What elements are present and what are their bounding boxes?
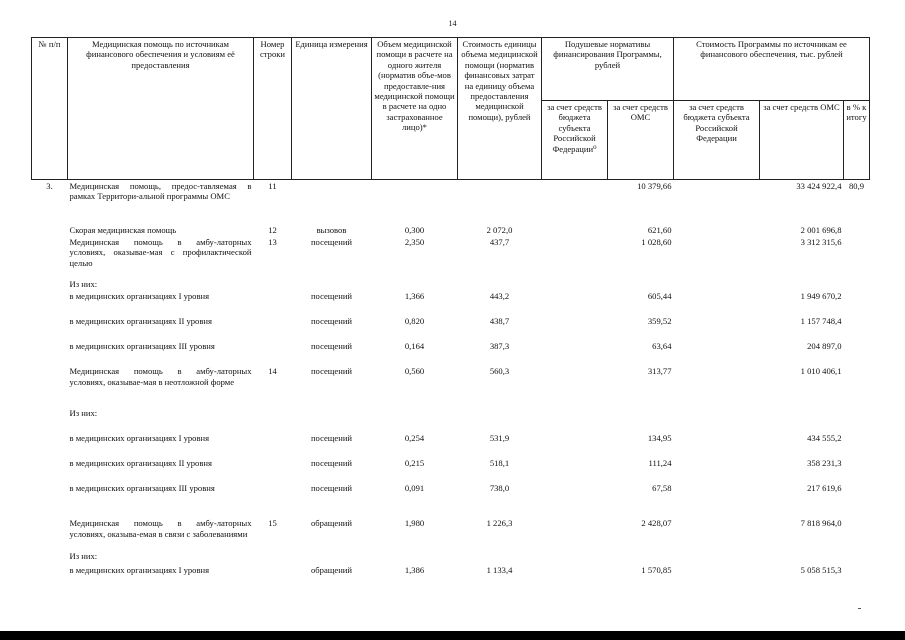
row-per-capita-oms: 313,77 — [647, 366, 672, 377]
row-unit: посещений — [310, 366, 353, 377]
row-unit: посещений — [310, 291, 353, 302]
row-program-oms: 217 619,6 — [807, 483, 842, 494]
row-per-capita-budget — [542, 236, 608, 278]
row-line-number — [254, 278, 292, 290]
row-volume: 1,980 — [404, 518, 425, 529]
row-program-oms: 1 010 406,1 — [800, 366, 842, 377]
row-number — [32, 278, 68, 290]
header-program-oms: за счет средств ОМС — [760, 101, 844, 180]
row-program-oms: 7 818 964,0 — [800, 518, 842, 529]
row-per-capita-oms: 605,44 — [647, 291, 672, 302]
row-program-budget — [674, 236, 760, 278]
row-unit: посещений — [310, 341, 353, 352]
row-number — [32, 564, 68, 588]
row-name: Из них: — [69, 551, 98, 562]
row-unit: вызовов — [316, 224, 347, 235]
row-number — [32, 236, 68, 278]
row-program-budget — [674, 517, 760, 550]
row-number — [32, 340, 68, 365]
scan-mark — [858, 608, 861, 609]
row-program-budget — [674, 550, 760, 564]
row-unit — [292, 278, 372, 290]
row-volume: 0,164 — [404, 341, 425, 352]
row-name: Из них: — [69, 278, 98, 289]
row-program-percent — [844, 482, 870, 517]
row-per-capita-budget — [542, 315, 608, 340]
row-volume — [372, 550, 458, 564]
row-per-capita-oms: 10 379,66 — [608, 180, 674, 224]
row-program-percent — [844, 407, 870, 432]
row-unit-cost: 443,2 — [489, 291, 510, 302]
row-unit-cost — [458, 550, 542, 564]
header-volume: Объем медицинской помощи в расчете на одного жителя (норматив объе-мов предоставле-ния медицинской помощи в расчете на одно застрахованное лицо)* — [372, 38, 458, 180]
row-per-capita-budget — [542, 278, 608, 290]
row-program-budget — [674, 224, 760, 236]
row-program-oms: 3 312 315,6 — [800, 236, 842, 247]
row-program-percent — [844, 290, 870, 315]
row-per-capita-budget — [542, 432, 608, 457]
row-per-capita-budget — [542, 564, 608, 588]
row-number — [32, 432, 68, 457]
row-unit-cost: 1 133,4 — [486, 565, 513, 576]
row-number — [32, 457, 68, 482]
row-unit-cost — [458, 278, 542, 290]
row-unit — [292, 550, 372, 564]
row-program-budget — [674, 315, 760, 340]
row-per-capita-oms: 2 428,07 — [641, 518, 672, 529]
row-unit: обращений — [310, 518, 352, 529]
row-line-number — [254, 564, 292, 588]
row-program-oms — [760, 550, 844, 564]
row-line-number — [254, 550, 292, 564]
table-row — [32, 482, 870, 517]
table-row — [32, 224, 870, 236]
row-per-capita-oms: 621,60 — [647, 224, 672, 235]
header-num: № п/п — [32, 38, 68, 180]
row-per-capita-budget — [542, 224, 608, 236]
row-name: в медицинских организациях II уровня — [69, 316, 212, 327]
row-volume: 0,300 — [404, 224, 425, 235]
row-per-capita-budget — [542, 365, 608, 407]
row-program-oms: 1 157 748,4 — [800, 316, 842, 327]
row-unit-cost: 387,3 — [489, 341, 510, 352]
row-program-percent — [844, 236, 870, 278]
row-program-percent — [844, 564, 870, 588]
table-row — [32, 278, 870, 290]
row-unit-cost — [458, 180, 542, 224]
row-line-number — [254, 457, 292, 482]
row-unit: посещений — [310, 458, 353, 469]
header-row-no: Номер строки — [254, 38, 292, 180]
row-program-budget — [674, 340, 760, 365]
table-row — [32, 290, 870, 315]
row-program-percent — [844, 517, 870, 550]
header-program-cost: Стоимость Программы по источникам ее финансового обеспечения, тыс. рублей — [674, 38, 870, 101]
row-per-capita-oms — [608, 407, 674, 432]
table-row — [32, 236, 870, 278]
table-row — [32, 517, 870, 550]
row-program-percent — [844, 315, 870, 340]
row-number — [32, 315, 68, 340]
header-per-capita: Подушевые нормативы финансирования Программы, рублей — [542, 38, 674, 101]
row-program-oms: 5 058 515,3 — [800, 565, 842, 576]
row-unit: посещений — [310, 316, 353, 327]
row-program-percent — [844, 340, 870, 365]
table-row — [32, 550, 870, 564]
row-per-capita-budget — [542, 517, 608, 550]
row-line-number: 14 — [268, 366, 277, 377]
row-unit: обращений — [310, 565, 352, 576]
row-unit-cost: 2 072,0 — [486, 224, 513, 235]
row-line-number — [254, 290, 292, 315]
row-program-budget — [674, 407, 760, 432]
row-number — [32, 482, 68, 517]
table-row — [32, 407, 870, 432]
row-volume: 0,820 — [404, 316, 425, 327]
row-unit: посещений — [310, 483, 353, 494]
row-number — [32, 517, 68, 550]
table-row — [32, 457, 870, 482]
scan-bottom-edge — [0, 631, 905, 640]
row-unit-cost: 1 226,3 — [486, 518, 513, 529]
row-name: в медицинских организациях I уровня — [69, 291, 210, 302]
row-volume: 0,091 — [404, 483, 425, 494]
row-unit-cost: 738,0 — [489, 483, 510, 494]
row-number — [32, 224, 68, 236]
row-number — [32, 365, 68, 407]
row-volume: 0,215 — [404, 458, 425, 469]
header-per-capita-budget: за счет средств бюджета субъекта Российской Федерации⁰ — [542, 101, 608, 180]
row-program-budget — [674, 457, 760, 482]
row-number — [32, 407, 68, 432]
row-unit-cost: 437,7 — [489, 236, 510, 247]
row-program-oms — [760, 278, 844, 290]
row-program-budget — [674, 432, 760, 457]
table-row — [32, 564, 870, 588]
row-unit-cost — [458, 407, 542, 432]
row-per-capita-oms — [608, 278, 674, 290]
row-volume: 0,560 — [404, 366, 425, 377]
row-program-percent — [844, 432, 870, 457]
row-per-capita-oms: 63,64 — [652, 341, 672, 352]
row-per-capita-budget — [542, 550, 608, 564]
row-per-capita-oms: 1 028,60 — [641, 236, 672, 247]
row-name: в медицинских организациях I уровня — [69, 565, 210, 576]
table-row — [32, 432, 870, 457]
row-unit — [292, 180, 372, 224]
table-body — [32, 180, 870, 589]
header-program-percent: в % к итогу — [844, 101, 870, 180]
row-name: Медицинская помощь в амбу-латорных условиях, оказывае-мая с профилактической целью — [69, 236, 252, 268]
row-unit-cost: 531,9 — [489, 433, 510, 444]
row-program-percent — [844, 365, 870, 407]
row-line-number — [254, 482, 292, 517]
row-number: 3. — [32, 180, 68, 224]
row-per-capita-oms: 67,58 — [652, 483, 672, 494]
row-per-capita-budget — [542, 457, 608, 482]
row-program-oms: 204 897,0 — [807, 341, 842, 352]
row-program-budget — [674, 278, 760, 290]
table-row — [32, 180, 870, 224]
row-per-capita-oms: 1 570,85 — [641, 565, 672, 576]
header-name: Медицинская помощь по источникам финансового обеспечения и условиям её предоставления — [68, 38, 254, 180]
row-line-number: 12 — [268, 224, 277, 235]
row-program-budget — [674, 180, 760, 224]
header-program-budget: за счет средств бюджета субъекта Российской Федерации — [674, 101, 760, 180]
row-unit: посещений — [310, 236, 353, 247]
row-volume — [372, 278, 458, 290]
row-program-percent — [844, 550, 870, 564]
financing-table — [31, 37, 870, 588]
row-name: Из них: — [69, 408, 98, 419]
row-line-number — [254, 407, 292, 432]
row-per-capita-oms: 111,24 — [648, 458, 672, 469]
row-unit-cost: 560,3 — [489, 366, 510, 377]
row-line-number: 11 — [254, 180, 292, 224]
row-line-number — [254, 432, 292, 457]
row-program-budget — [674, 482, 760, 517]
row-unit-cost: 518,1 — [489, 458, 510, 469]
row-program-oms: 358 231,3 — [807, 458, 842, 469]
row-per-capita-budget — [542, 340, 608, 365]
row-per-capita-budget — [542, 180, 608, 224]
row-unit: посещений — [310, 433, 353, 444]
row-per-capita-oms: 359,52 — [647, 316, 672, 327]
header-per-capita-oms: за счет средств ОМС — [608, 101, 674, 180]
row-name: в медицинских организациях II уровня — [69, 458, 212, 469]
row-program-percent: 80,9 — [844, 180, 870, 224]
row-unit-cost: 438,7 — [489, 316, 510, 327]
row-program-budget — [674, 365, 760, 407]
row-per-capita-oms: 134,95 — [647, 433, 672, 444]
row-program-oms — [760, 407, 844, 432]
row-per-capita-oms — [608, 550, 674, 564]
row-line-number: 13 — [268, 236, 277, 247]
row-name: Скорая медицинская помощь — [69, 224, 177, 235]
row-per-capita-budget — [542, 482, 608, 517]
header-cost: Стоимость единицы объема медицинской помощи (норматив финансовых затрат на единицу объема предоставления медицинской помощи), рублей — [458, 38, 542, 180]
table-header — [32, 38, 870, 180]
row-per-capita-budget — [542, 407, 608, 432]
row-program-budget — [674, 290, 760, 315]
row-program-oms: 2 001 696,8 — [800, 224, 842, 235]
row-per-capita-budget — [542, 290, 608, 315]
row-program-oms: 434 555,2 — [807, 433, 842, 444]
row-program-oms: 33 424 922,4 — [760, 180, 844, 224]
table-row — [32, 315, 870, 340]
row-line-number — [254, 340, 292, 365]
row-line-number: 15 — [268, 518, 277, 529]
row-volume — [372, 407, 458, 432]
row-name: Медицинская помощь, предос-тавляемая в рамках Территори-альной программы ОМС — [68, 180, 254, 224]
row-program-budget — [674, 564, 760, 588]
row-volume: 2,350 — [404, 236, 425, 247]
row-volume: 0,254 — [404, 433, 425, 444]
row-program-oms: 1 949 670,2 — [800, 291, 842, 302]
page-number: 14 — [448, 19, 457, 28]
row-name: в медицинских организациях III уровня — [69, 341, 215, 352]
header-unit: Единица измерения — [292, 38, 372, 180]
row-name: в медицинских организациях I уровня — [69, 433, 210, 444]
row-name: Медицинская помощь в амбу-латорных условиях, оказывае-мая в неотложной форме — [69, 366, 252, 387]
row-volume: 1,386 — [404, 565, 425, 576]
row-line-number — [254, 315, 292, 340]
row-number — [32, 290, 68, 315]
row-program-percent — [844, 278, 870, 290]
row-program-percent — [844, 224, 870, 236]
table-row — [32, 365, 870, 407]
row-name: в медицинских организациях III уровня — [69, 483, 215, 494]
row-program-percent — [844, 457, 870, 482]
row-volume — [372, 180, 458, 224]
row-volume: 1,366 — [404, 291, 425, 302]
table-row — [32, 340, 870, 365]
row-name: Медицинская помощь в амбу-латорных условиях, оказыва-емая в связи с заболеваниями — [69, 518, 252, 539]
row-unit — [292, 407, 372, 432]
row-number — [32, 550, 68, 564]
